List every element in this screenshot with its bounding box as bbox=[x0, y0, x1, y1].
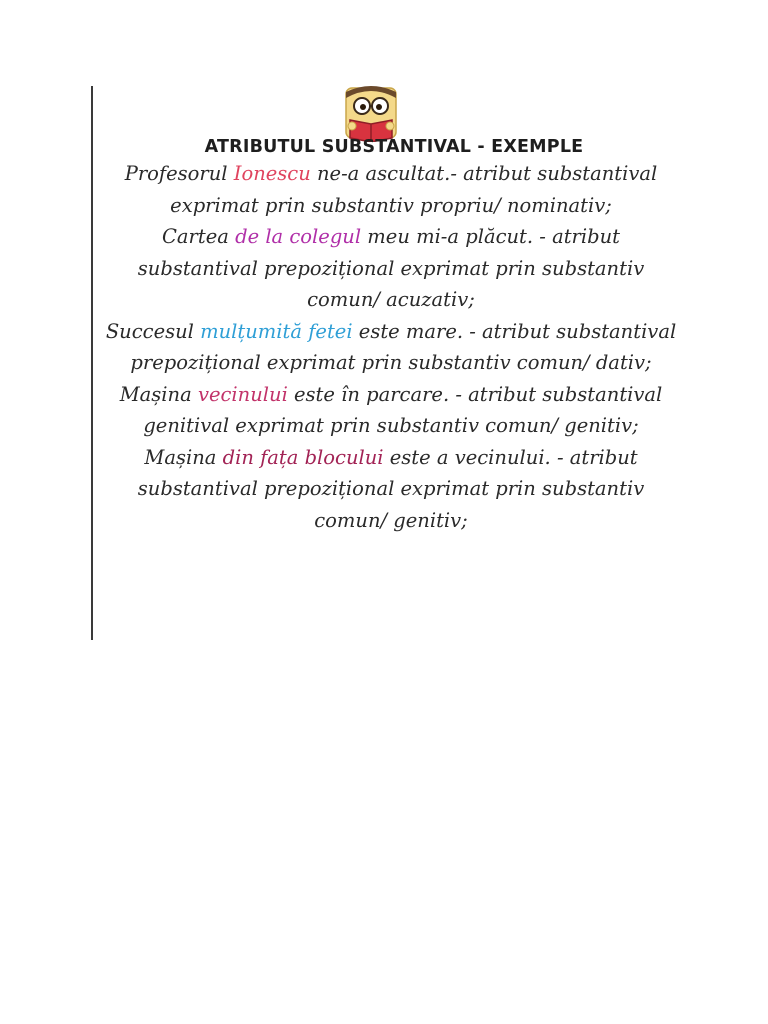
example-text bbox=[100, 442, 682, 537]
example-highlight: din fața blocului bbox=[222, 445, 384, 469]
page-title: ATRIBUTUL SUBSTANTIVAL - EXEMPLE bbox=[204, 137, 584, 157]
example-after: meu mi-a plăcut. - atribut substantival prepozițional exprimat prin substantiv comun/ acuzativ; bbox=[137, 225, 645, 311]
example-before: Succesul bbox=[105, 319, 201, 343]
example-before: Mașina bbox=[119, 382, 198, 406]
example-text bbox=[100, 221, 682, 316]
example-item bbox=[100, 221, 682, 316]
example-before: Profesorul bbox=[124, 162, 234, 185]
example-after: este a vecinului. - atribut substantival prepozițional exprimat prin substantiv comun/ genitiv; bbox=[137, 445, 645, 532]
example-highlight: de la colegul bbox=[235, 225, 362, 248]
example-item bbox=[100, 379, 682, 442]
example-highlight: Ionescu bbox=[233, 162, 311, 185]
examples-list bbox=[100, 158, 682, 536]
example-after: este în parcare. - atribut substantival genitival exprimat prin substantiv comun/ genitiv; bbox=[143, 382, 663, 437]
example-text bbox=[100, 379, 682, 442]
example-item bbox=[100, 316, 682, 379]
example-text bbox=[100, 316, 682, 379]
reading-owl-mascot-icon bbox=[338, 84, 404, 142]
example-before: Cartea bbox=[162, 225, 236, 248]
left-border-line bbox=[91, 86, 93, 640]
example-item bbox=[100, 158, 682, 221]
example-after: este mare. - atribut substantival prepozițional exprimat prin substantiv comun/ dativ; bbox=[130, 319, 677, 374]
example-text bbox=[100, 158, 682, 221]
example-before: Mașina bbox=[144, 445, 223, 469]
example-item bbox=[100, 442, 682, 537]
example-highlight: mulțumită fetei bbox=[200, 319, 353, 343]
example-after: ne-a ascultat.- atribut substantival exprimat prin substantiv propriu/ nominativ; bbox=[170, 162, 658, 217]
example-highlight: vecinului bbox=[197, 382, 288, 406]
